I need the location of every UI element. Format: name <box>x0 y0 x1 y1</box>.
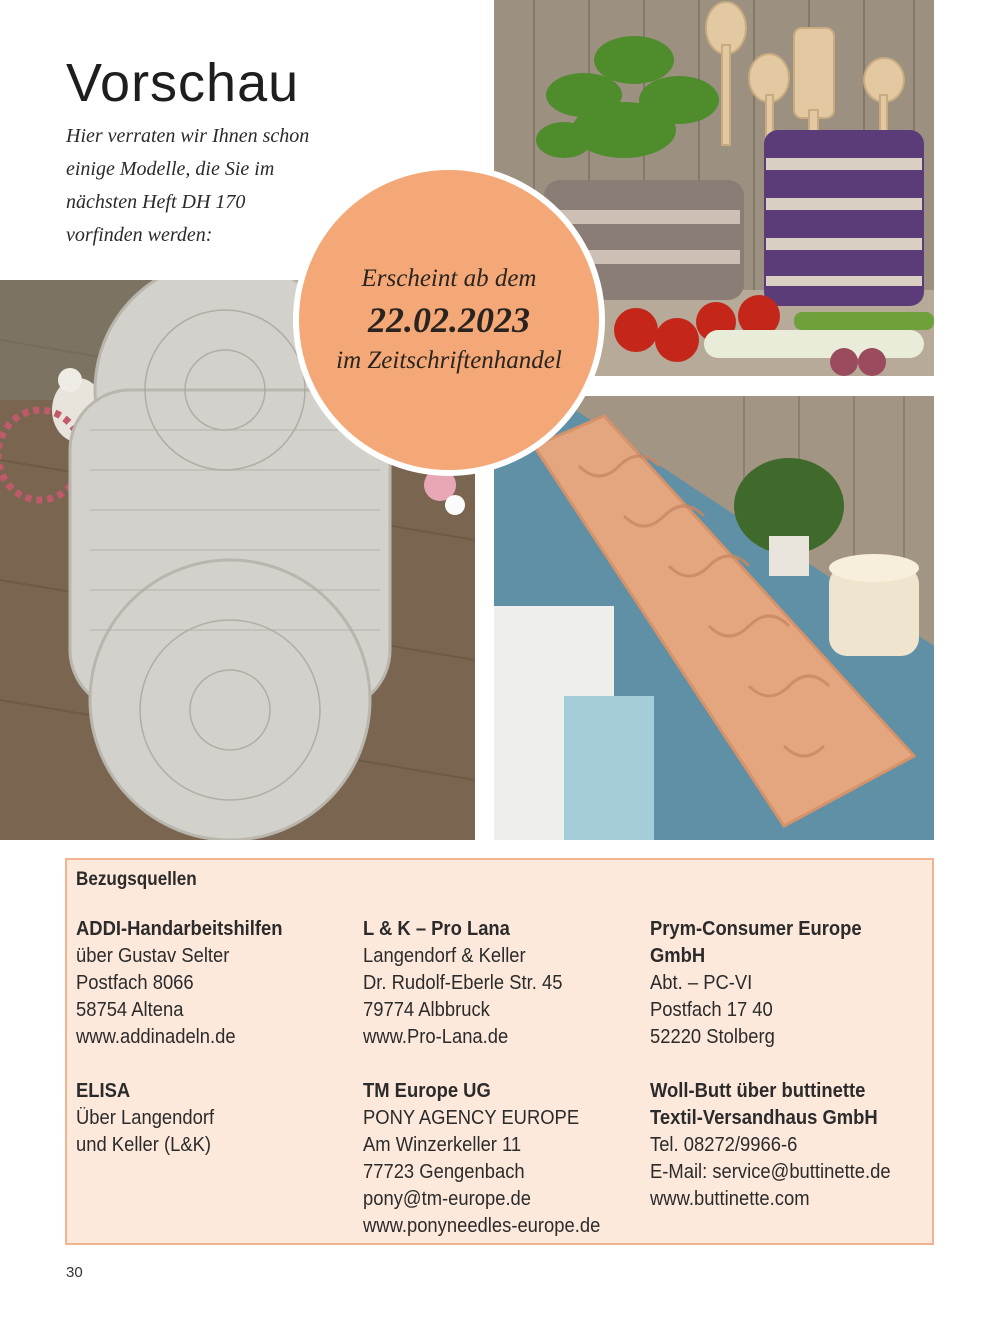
source-email[interactable]: pony@tm-europe.de <box>363 1188 532 1210</box>
source-line: PONY AGENCY EUROPE <box>363 1107 580 1129</box>
release-date: 22.02.2023 <box>368 300 530 340</box>
source-line: Postfach 17 40 <box>650 999 773 1021</box>
page-number: 30 <box>66 1264 83 1281</box>
source-name: Textil-Versandhaus GmbH <box>650 1107 878 1129</box>
sources-box <box>65 858 934 1245</box>
source-line: Tel. 08272/9966-6 <box>650 1134 798 1156</box>
source-line: 52220 Stolberg <box>650 1026 775 1048</box>
source-website[interactable]: www.addinadeln.de <box>76 1026 236 1048</box>
source-name: Woll-Butt über buttinette <box>650 1080 866 1102</box>
sources-column <box>363 916 653 1267</box>
source-line: über Gustav Selter <box>76 945 230 967</box>
sources-title: Bezugsquellen <box>76 869 197 890</box>
sources-column <box>76 916 366 1186</box>
source-website[interactable]: www.ponyneedles-europe.de <box>363 1215 601 1237</box>
source-entry <box>76 916 366 1051</box>
source-line: Über Langendorf <box>76 1107 215 1129</box>
source-entry <box>363 1078 653 1240</box>
source-line: Abt. – PC-VI <box>650 972 753 994</box>
intro-line: nächsten Heft DH 170 <box>66 191 246 213</box>
source-line: Postfach 8066 <box>76 972 194 994</box>
source-name: L & K – Pro Lana <box>363 918 510 940</box>
intro-line: vorfinden werden: <box>66 224 213 246</box>
source-website[interactable]: www.buttinette.com <box>650 1188 810 1210</box>
source-line: 79774 Albbruck <box>363 999 490 1021</box>
page-title: Vorschau <box>66 53 300 113</box>
source-website[interactable]: www.Pro-Lana.de <box>363 1026 509 1048</box>
source-name: TM Europe UG <box>363 1080 491 1102</box>
intro-text <box>66 120 356 252</box>
source-name: Prym-Consumer Europe <box>650 918 862 940</box>
source-entry <box>650 1078 940 1213</box>
source-entry <box>363 916 653 1051</box>
release-date-badge <box>293 164 605 476</box>
source-line: 58754 Altena <box>76 999 184 1021</box>
release-label: Erscheint ab dem <box>361 265 537 292</box>
release-channel: im Zeitschriftenhandel <box>336 347 562 374</box>
source-name: ELISA <box>76 1080 131 1102</box>
source-line: Dr. Rudolf-Eberle Str. 45 <box>363 972 563 994</box>
source-email[interactable]: E-Mail: service@buttinette.de <box>650 1161 891 1183</box>
source-line: und Keller (L&K) <box>76 1134 212 1156</box>
source-line: Am Winzerkeller 11 <box>363 1134 522 1156</box>
source-line: Langendorf & Keller <box>363 945 526 967</box>
source-name: GmbH <box>650 945 706 967</box>
source-name: ADDI-Handarbeitshilfen <box>76 918 283 940</box>
intro-line: einige Modelle, die Sie im <box>66 158 275 180</box>
source-entry <box>76 1078 366 1159</box>
source-entry <box>650 916 940 1051</box>
source-line: 77723 Gengenbach <box>363 1161 525 1183</box>
intro-line: Hier verraten wir Ihnen schon <box>66 125 310 147</box>
sources-column <box>650 916 940 1240</box>
photo-crochet-runner <box>494 396 934 840</box>
